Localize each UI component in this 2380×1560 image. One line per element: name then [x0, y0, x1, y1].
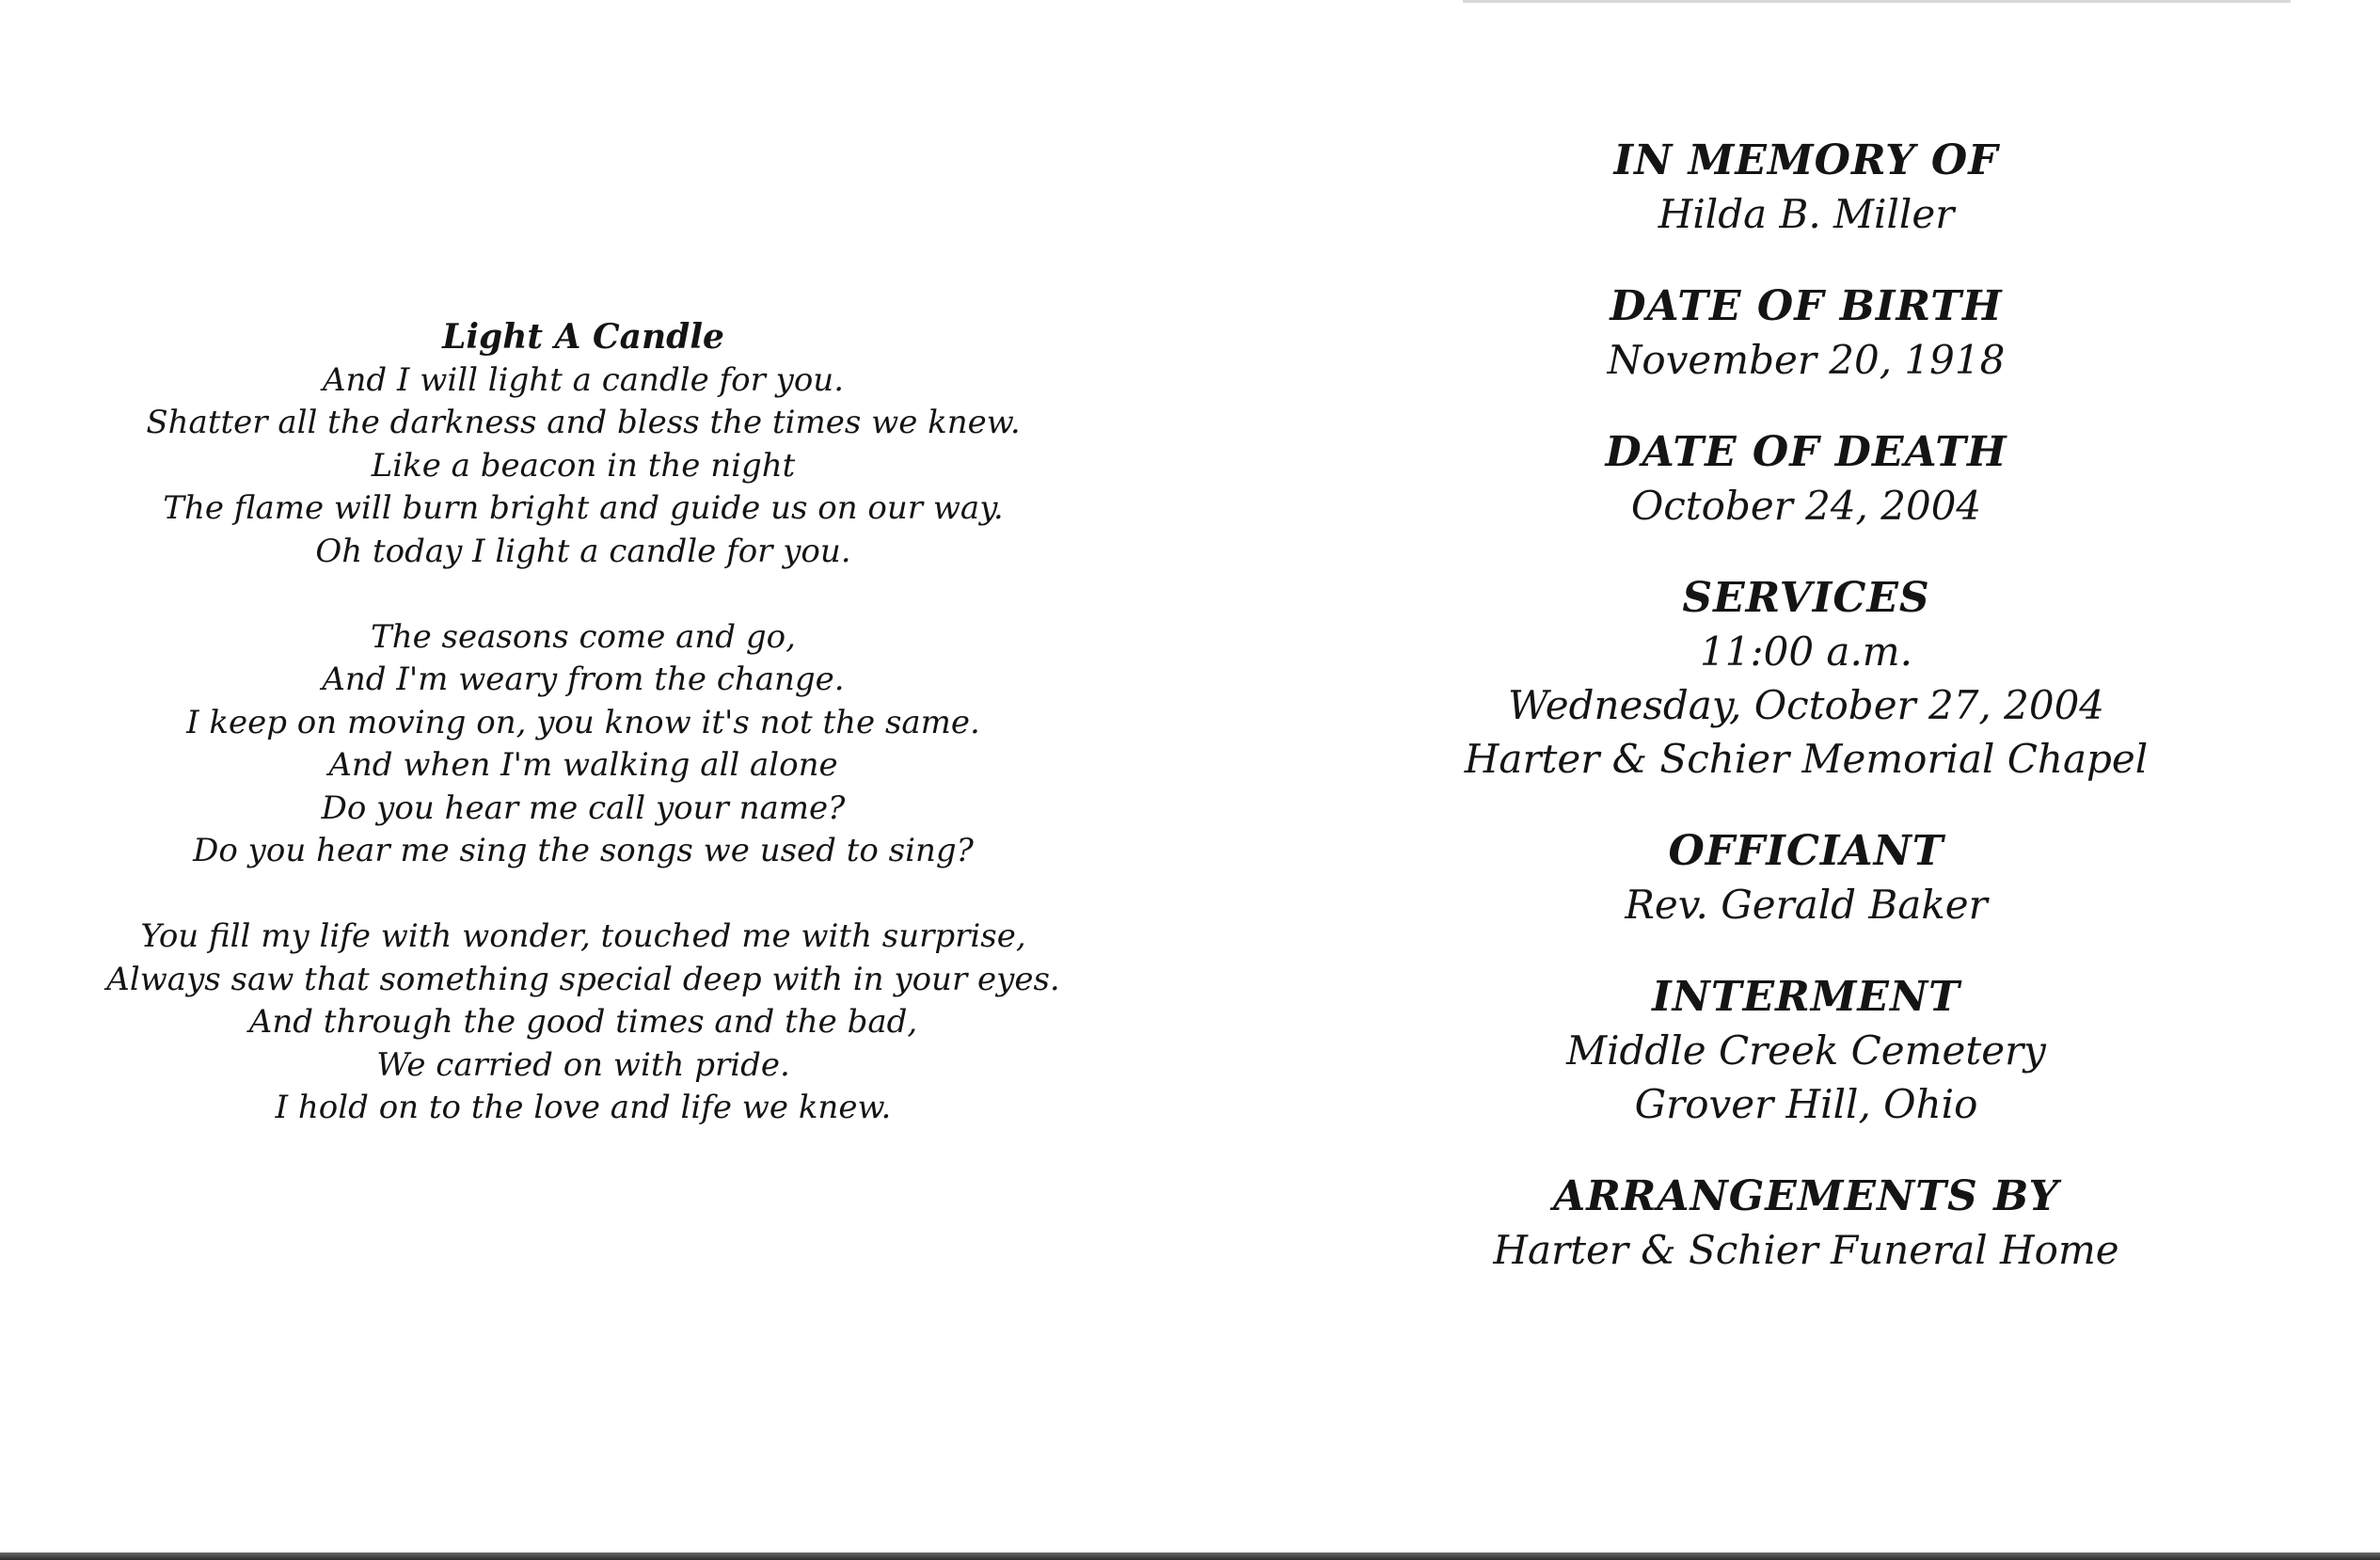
- poem-line: And when I'm walking all alone: [328, 746, 838, 784]
- officiant-name: Rev. Gerald Baker: [1625, 882, 1988, 928]
- cemetery-location: Grover Hill, Ohio: [1634, 1081, 1978, 1127]
- poem-line: I hold on to the love and life we knew.: [275, 1089, 892, 1126]
- cemetery-name: Middle Creek Cemetery: [1566, 1027, 2046, 1074]
- funeral-home: Harter & Schier Funeral Home: [1493, 1227, 2119, 1273]
- poem-line: The seasons come and go,: [371, 617, 796, 656]
- section-heading: IN MEMORY OF: [1613, 136, 1999, 184]
- poem-line: Do you hear me sing the songs we used to sing?: [193, 832, 974, 869]
- service-date: Wednesday, October 27, 2004: [1507, 682, 2105, 728]
- arrangements-section: [1373, 1170, 2239, 1277]
- section-heading: INTERMENT: [1652, 973, 1960, 1021]
- poem-title: Light A Candle: [442, 317, 724, 357]
- in-memory-of-section: [1373, 134, 2239, 241]
- poem-line: Do you hear me call your name?: [321, 788, 846, 827]
- poem-line: The flame will burn bright and guide us on our way.: [163, 489, 1004, 527]
- death-date: October 24, 2004: [1630, 483, 1982, 529]
- poem-line: And I will light a candle for you.: [322, 360, 845, 399]
- poem-line: I keep on moving on, you know it's not the same.: [186, 703, 980, 741]
- poem-line: And I'm weary from the change.: [322, 661, 845, 698]
- section-heading: SERVICES: [1682, 574, 1930, 622]
- poem-line: Like a beacon in the night: [371, 446, 796, 485]
- birth-date: November 20, 1918: [1607, 337, 2006, 383]
- section-heading: OFFICIANT: [1668, 827, 1944, 875]
- paper-bottom-edge: [0, 1552, 2380, 1560]
- service-time: 11:00 a.m.: [1700, 629, 1912, 675]
- deceased-name: Hilda B. Miller: [1658, 191, 1955, 237]
- poem-line: We carried on with pride.: [376, 1045, 790, 1084]
- poem: [56, 316, 1110, 1130]
- poem-stanza-2: [56, 616, 1110, 873]
- poem-line: Always saw that something special deep with in your eyes.: [106, 960, 1060, 998]
- date-of-birth-section: [1373, 279, 2239, 387]
- poem-stanza-1: [56, 359, 1110, 574]
- interment-section: [1373, 970, 2239, 1131]
- section-heading: DATE OF BIRTH: [1610, 282, 2003, 330]
- service-location: Harter & Schier Memorial Chapel: [1464, 736, 2149, 782]
- officiant-section: [1373, 824, 2239, 931]
- services-section: [1373, 571, 2239, 786]
- memorial-details: [1373, 134, 2239, 1315]
- section-heading: ARRANGEMENTS BY: [1553, 1172, 2059, 1220]
- section-heading: DATE OF DEATH: [1605, 428, 2007, 476]
- poem-line: And through the good times and the bad,: [248, 1003, 918, 1041]
- poem-line: Oh today I light a candle for you.: [315, 532, 851, 570]
- poem-line: Shatter all the darkness and bless the times we knew.: [146, 404, 1021, 441]
- date-of-death-section: [1373, 425, 2239, 533]
- poem-stanza-3: [56, 915, 1110, 1130]
- poem-line: You fill my life with wonder, touched me with surprise,: [140, 917, 1026, 955]
- paper-top-edge: [1463, 0, 2291, 3]
